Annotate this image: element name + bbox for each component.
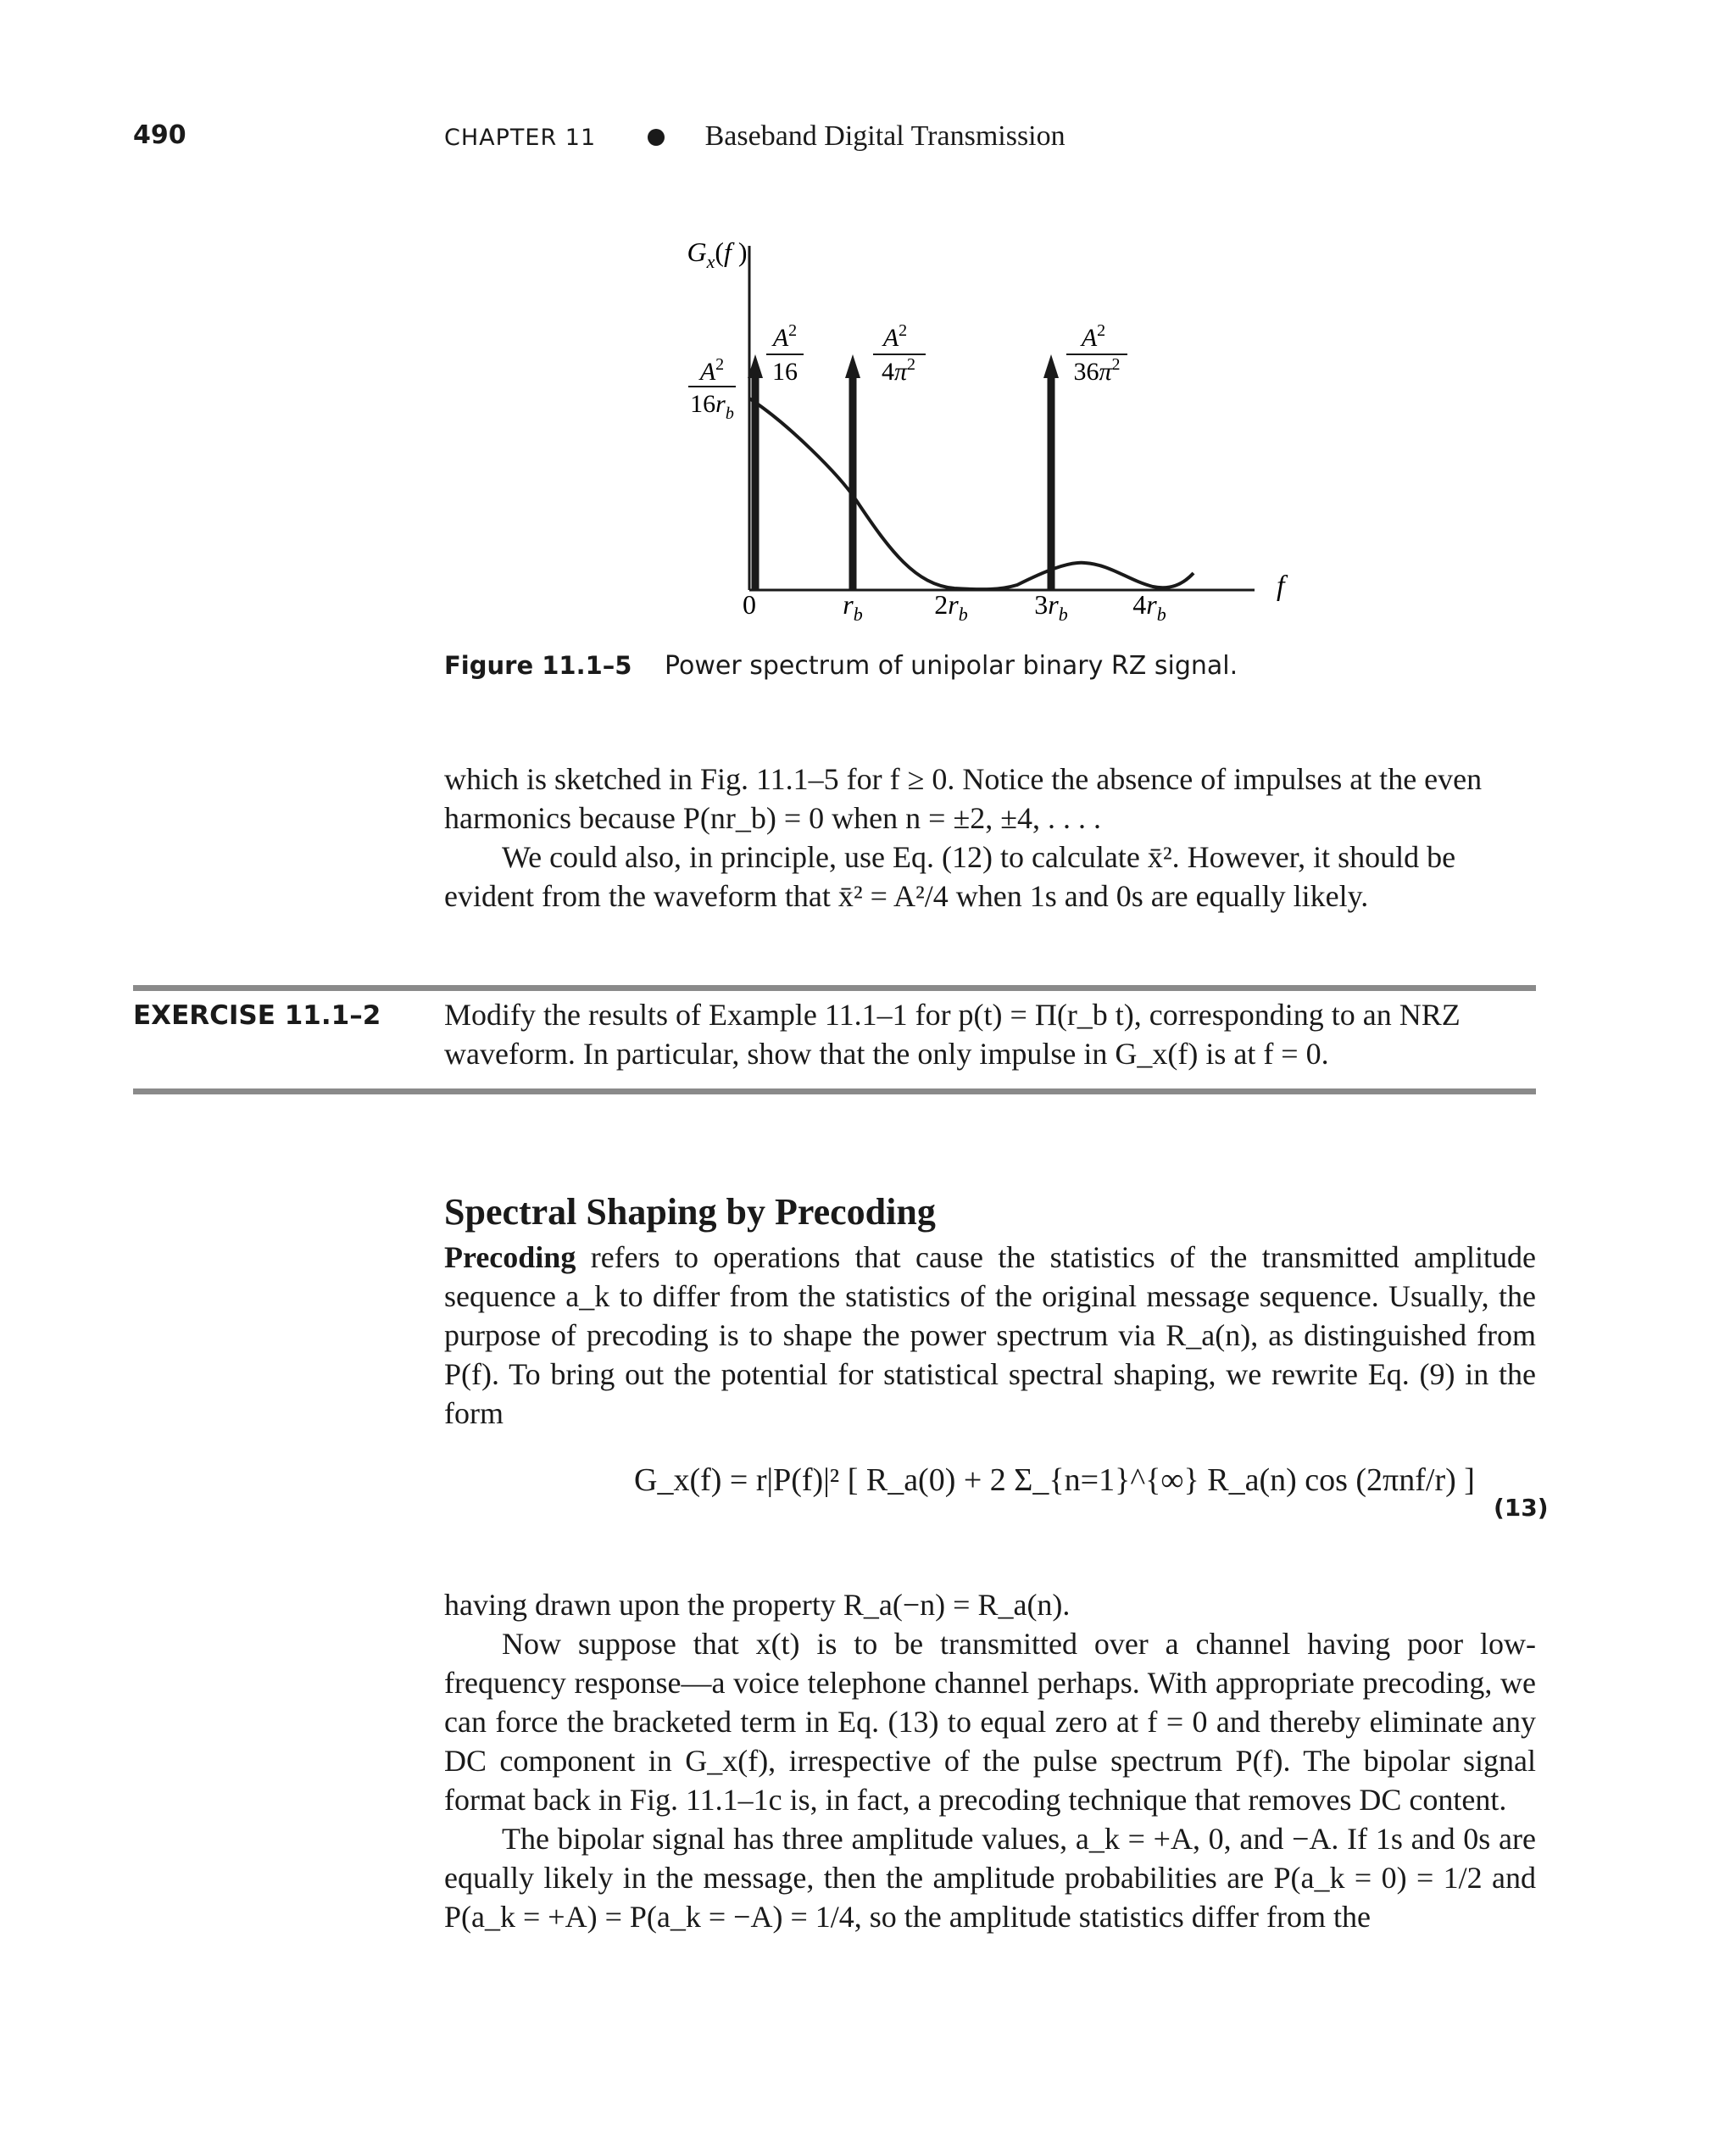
svg-text:16rb: $16r_b$ [690, 390, 734, 423]
page-number: 490 [133, 120, 186, 150]
tick-4rb: $4r_b$ [1132, 589, 1166, 625]
label-continuous [688, 355, 736, 423]
spectrum-curve [749, 398, 1194, 589]
figure-label: Figure 11.1–5 [444, 651, 632, 680]
term-precoding: Precoding [444, 1240, 576, 1274]
y-axis-label: $G_x(f$ ) [687, 237, 748, 272]
section-paragraph-1 [444, 1238, 1536, 1433]
chapter-label: CHAPTER 11 [444, 125, 597, 151]
impulse-rb [845, 354, 860, 590]
svg-text:A2: $A^2$ [882, 321, 908, 352]
paragraph-1-line-1: which is sketched in Fig. 11.1–5 for f ≥ 0. Notice the absence of impulses at the even [444, 762, 1483, 796]
svg-text:16: 16 [772, 358, 798, 386]
svg-text:A2: $A^2$ [772, 321, 798, 352]
svg-text:36π2: $36\pi^2$ [1073, 355, 1121, 386]
paragraph-2 [444, 838, 1536, 916]
svg-text:A2: $A^2$ [1081, 321, 1106, 352]
equation-number: (13) [1494, 1494, 1549, 1522]
paragraph-1-line-2: harmonics because P(nr_b) = 0 when n = ±2, ±4, . . . . [444, 801, 1101, 835]
label-impulse-rb [873, 321, 926, 386]
label-impulse-3rb [1066, 321, 1127, 386]
figure-caption: Power spectrum of unipolar binary RZ signal. [665, 651, 1238, 681]
exercise-text [444, 995, 1536, 1073]
label-impulse-0 [766, 321, 804, 386]
paragraph-2-line-1: We could also, in principle, use Eq. (12) to calculate x̄². However, it should be [502, 840, 1456, 874]
tick-rb: $r_b$ [843, 589, 863, 625]
exercise-bottom-rule [133, 1088, 1536, 1094]
section-paragraph-2-text: having drawn upon the property R_a(−n) = R_a(n). [444, 1588, 1071, 1622]
exercise-top-rule [133, 985, 1536, 991]
exercise-line-2: waveform. In particular, show that the only impulse in G_x(f) is at f = 0. [444, 1037, 1329, 1071]
paragraph-2-line-2: evident from the waveform that x̄² = A²/4 when 1s and 0s are equally likely. [444, 879, 1369, 913]
tick-0: 0 [743, 589, 756, 620]
section-paragraph-2 [444, 1585, 1536, 1936]
section-title: Spectral Shaping by Precoding [444, 1191, 936, 1233]
exercise-line-1: Modify the results of Example 11.1–1 for p(t) = Π(r_b t), corresponding to an NRZ [444, 998, 1461, 1032]
chapter-title: Baseband Digital Transmission [704, 120, 1066, 152]
exercise-label: EXERCISE 11.1–2 [133, 1000, 381, 1031]
paragraph-1 [444, 760, 1536, 838]
impulse-3rb [1043, 354, 1059, 590]
power-spectrum-figure [0, 0, 1736, 678]
svg-text:A2: $A^2$ [699, 355, 725, 386]
section-paragraph-3: Now suppose that x(t) is to be transmitted over a channel having poor low-frequency response—a voice telephone channel perhaps. With appropriate precoding, we can force the bracketed term in Eq. (13) to equal zero at f = 0 and thereby eliminate any DC component in G_x(f), irrespective of the pulse spectrum P(f). The bipolar signal format back in Fig. 11.1–1c is, in fact, a precoding technique that removes DC content. [444, 1627, 1536, 1817]
tick-3rb: $3r_b$ [1034, 589, 1068, 625]
section-paragraph-4: The bipolar signal has three amplitude values, a_k = +A, 0, and −A. If 1s and 0s are equally likely in the message, then the amplitude probabilities are P(a_k = 0) = 1/2 and P(a_k = +A) = P(a_k = −A) = 1/4, so the amplitude statistics differ from the [444, 1822, 1536, 1934]
section-paragraph-1-text: refers to operations that cause the statistics of the transmitted amplitude sequence a_k to differ from the statistics of the original message sequence. Usually, the purpose of precoding is to shape the power spectrum via R_a(n), as distinguished from P(f). To bring out the potential for statistical spectral shaping, we rewrite Eq. (9) in the form [444, 1240, 1537, 1430]
x-axis-label: f [1277, 571, 1285, 602]
tick-2rb: $2r_b$ [934, 589, 968, 625]
svg-text:4π2: $4\pi^2$ [881, 355, 916, 386]
equation-13: G_x(f) = r|P(f)|² [ R_a(0) + 2 Σ_{n=1}^{∞} R_a(n) cos (2πnf/r) ] [634, 1462, 1475, 1498]
